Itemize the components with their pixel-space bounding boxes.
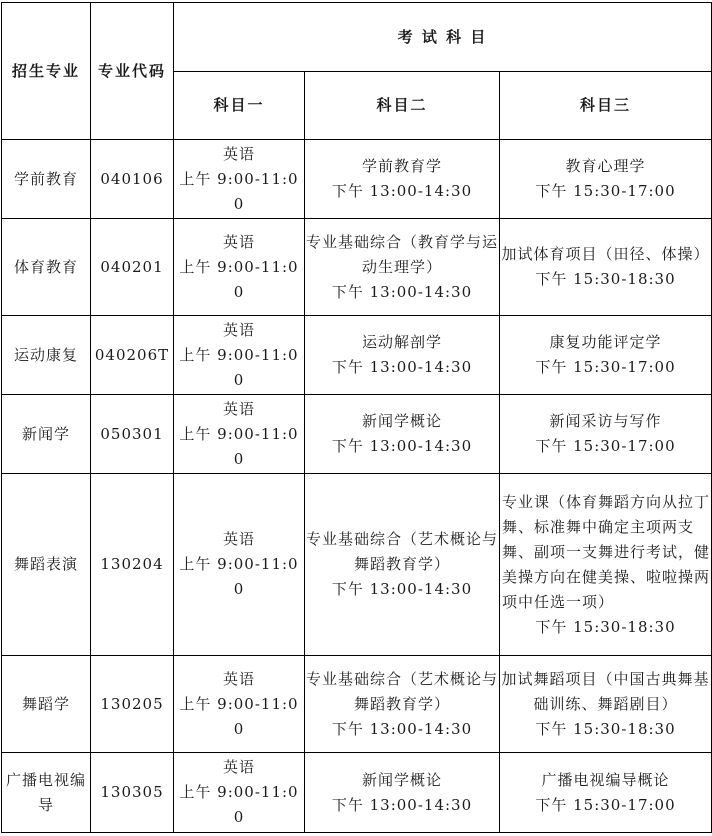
subject-name: 运动解剖学 bbox=[361, 333, 442, 351]
subject-2-cell bbox=[305, 140, 500, 219]
subject-time: 上午 9:00-11:00 bbox=[179, 694, 299, 738]
header-code: 专业代码 bbox=[91, 3, 174, 140]
subject-name: 康复功能评定学 bbox=[549, 333, 662, 351]
major-cell: 舞蹈学 bbox=[2, 656, 91, 753]
code-cell: 130204 bbox=[91, 474, 174, 656]
subject-name: 英语 bbox=[222, 320, 255, 339]
subject-3-cell bbox=[500, 316, 712, 395]
code-cell: 040206T bbox=[91, 316, 174, 395]
table-row bbox=[2, 395, 712, 474]
subject-time: 下午 13:00-14:30 bbox=[331, 358, 473, 376]
major-cell: 学前教育 bbox=[2, 140, 91, 219]
subject-1-cell bbox=[174, 474, 305, 656]
code-cell: 050301 bbox=[91, 395, 174, 474]
subject-time: 下午 15:30-18:30 bbox=[535, 617, 676, 636]
subject-time: 上午 9:00-11:00 bbox=[179, 169, 299, 213]
subject-time: 下午 15:30-18:30 bbox=[535, 270, 676, 288]
major-cell: 舞蹈表演 bbox=[2, 474, 91, 656]
major-cell: 运动康复 bbox=[2, 316, 91, 395]
subject-time: 下午 13:00-14:30 bbox=[331, 437, 473, 455]
table-row bbox=[2, 219, 712, 316]
subject-1-cell bbox=[174, 395, 305, 474]
code-cell: 130305 bbox=[91, 753, 174, 833]
subject-time: 上午 9:00-11:00 bbox=[179, 424, 299, 468]
subject-time: 下午 15:30-17:00 bbox=[535, 795, 676, 814]
subject-name: 专业基础综合（艺术概论与舞蹈教育学） bbox=[306, 530, 499, 573]
exam-schedule-table bbox=[1, 2, 712, 833]
subject-3-cell bbox=[500, 753, 712, 833]
major-cell: 体育教育 bbox=[2, 219, 91, 316]
subject-name: 英语 bbox=[222, 758, 255, 776]
header-exam-subjects: 考 试 科 目 bbox=[174, 3, 712, 72]
major-cell: 广播电视编导 bbox=[2, 753, 91, 833]
subject-name: 英语 bbox=[222, 530, 255, 548]
subject-name: 专业基础综合（艺术概论与舞蹈教育学） bbox=[306, 669, 499, 713]
subject-1-cell bbox=[174, 316, 305, 395]
subject-time: 下午 15:30-18:30 bbox=[535, 719, 676, 738]
subject-time: 下午 13:00-14:30 bbox=[331, 182, 473, 200]
header-subject-2: 科目二 bbox=[305, 72, 500, 140]
subject-2-cell bbox=[305, 474, 500, 656]
code-cell: 130205 bbox=[91, 656, 174, 753]
subject-1-cell bbox=[174, 656, 305, 753]
header-subject-1: 科目一 bbox=[174, 72, 305, 140]
code-cell: 040201 bbox=[91, 219, 174, 316]
subject-3-cell bbox=[500, 656, 712, 753]
subject-name: 英语 bbox=[222, 399, 255, 418]
header-major: 招生专业 bbox=[2, 3, 91, 140]
table-row bbox=[2, 753, 712, 833]
subject-time: 上午 9:00-11:00 bbox=[179, 555, 299, 598]
subject-name: 加试体育项目（田径、体操） bbox=[501, 245, 710, 263]
subject-2-cell bbox=[305, 656, 500, 753]
table-row bbox=[2, 656, 712, 753]
subject-2-cell bbox=[305, 395, 500, 474]
subject-2-cell bbox=[305, 316, 500, 395]
major-cell: 新闻学 bbox=[2, 395, 91, 474]
subject-time: 上午 9:00-11:00 bbox=[179, 257, 299, 301]
subject-name: 新闻学概论 bbox=[361, 412, 442, 430]
subject-1-cell bbox=[174, 140, 305, 219]
subject-name: 专业基础综合（教育学与运动生理学） bbox=[306, 232, 499, 276]
subject-name: 新闻采访与写作 bbox=[549, 412, 662, 430]
subject-1-cell bbox=[174, 219, 305, 316]
subject-3-cell bbox=[500, 140, 712, 219]
subject-name: 专业课（体育舞蹈方向从拉丁舞、标准舞中确定主项两支舞、副项一支舞进行考试，健美操方向在健美操、啦啦操两项中任选一项） bbox=[502, 492, 711, 611]
subject-name: 广播电视编导概论 bbox=[541, 770, 670, 789]
subject-1-cell bbox=[174, 753, 305, 833]
subject-name: 加试舞蹈项目（中国古典舞基础训练、舞蹈剧目） bbox=[501, 669, 710, 713]
subject-3-cell bbox=[500, 219, 712, 316]
table-row bbox=[2, 140, 712, 219]
subject-name: 英语 bbox=[222, 669, 255, 688]
table-row bbox=[2, 316, 712, 395]
subject-time: 下午 13:00-14:30 bbox=[331, 580, 473, 598]
header-subject-3: 科目三 bbox=[500, 72, 712, 140]
code-cell: 040106 bbox=[91, 140, 174, 219]
subject-time: 下午 13:00-14:30 bbox=[331, 282, 473, 301]
subject-time: 上午 9:00-11:00 bbox=[179, 783, 299, 826]
subject-time: 下午 15:30-17:00 bbox=[535, 437, 676, 455]
subject-2-cell bbox=[305, 219, 500, 316]
subject-2-cell bbox=[305, 753, 500, 833]
subject-name: 英语 bbox=[222, 232, 255, 251]
subject-time: 下午 15:30-17:00 bbox=[535, 182, 676, 200]
subject-name: 教育心理学 bbox=[565, 157, 646, 175]
subject-time: 下午 15:30-17:00 bbox=[535, 358, 676, 376]
subject-3-cell bbox=[500, 474, 712, 656]
table-row bbox=[2, 474, 712, 656]
subject-time: 下午 13:00-14:30 bbox=[331, 795, 473, 814]
subject-name: 英语 bbox=[222, 144, 255, 163]
subject-name: 学前教育学 bbox=[361, 157, 442, 175]
subject-name: 新闻学概论 bbox=[361, 770, 442, 789]
subject-time: 上午 9:00-11:00 bbox=[179, 345, 299, 389]
subject-time: 下午 13:00-14:30 bbox=[331, 719, 473, 738]
subject-3-cell bbox=[500, 395, 712, 474]
